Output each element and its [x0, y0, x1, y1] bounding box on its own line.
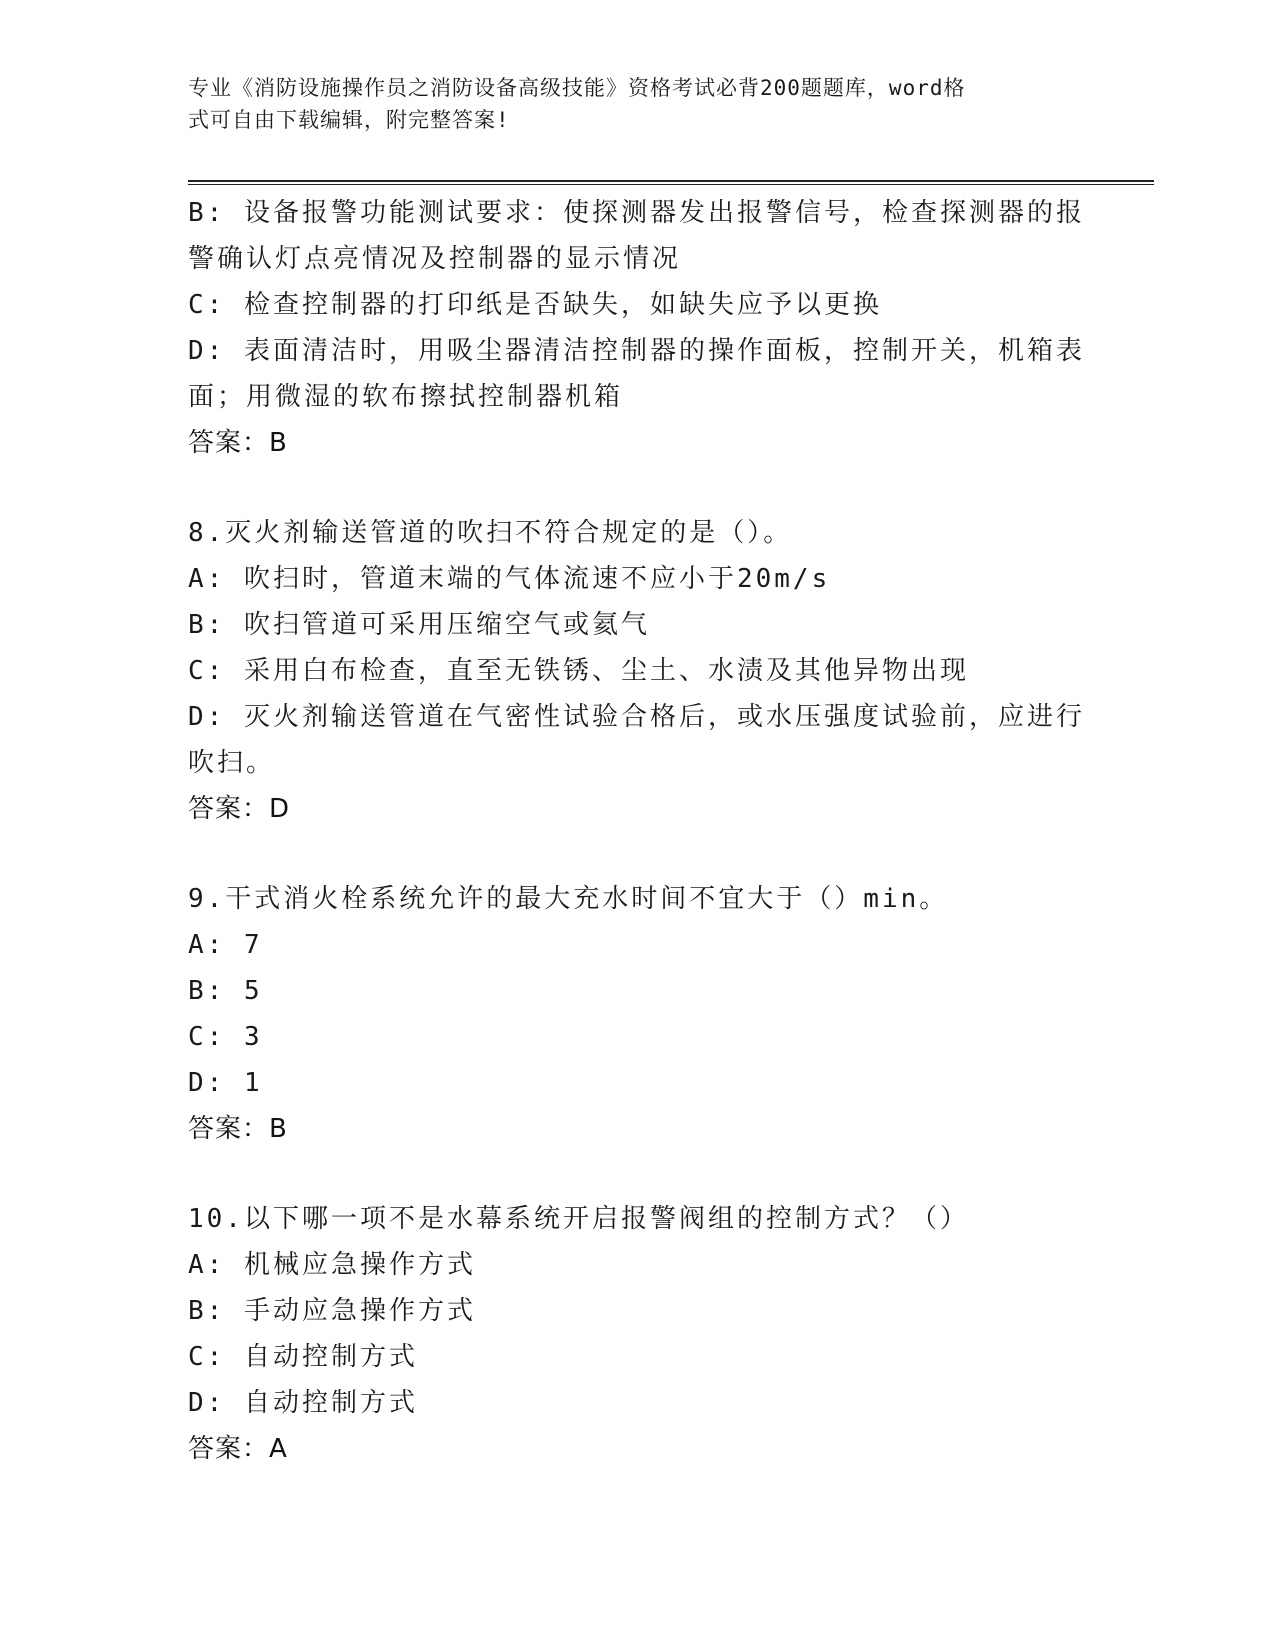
header-title-line-2: 式可自由下载编辑，附完整答案! [188, 108, 510, 132]
option-d-line-1: D: 灭火剂输送管道在气密性试验合格后，或水压强度试验前，应进行 [188, 702, 1085, 732]
document-header [188, 72, 1068, 136]
option-b-line-2: 警确认灯点亮情况及控制器的显示情况 [188, 244, 682, 274]
question-8 [188, 510, 1088, 832]
previous-question-continuation [188, 190, 1088, 466]
spacer [188, 832, 1088, 876]
option-d-line-1: D: 表面清洁时，用吸尘器清洁控制器的操作面板，控制开关，机箱表 [188, 336, 1085, 366]
header-title-line-1: 专业《消防设施操作员之消防设备高级技能》资格考试必背200题题库，word格 [188, 76, 966, 100]
answer-label: 答案：B [188, 1114, 288, 1144]
answer-label: 答案：D [188, 794, 291, 824]
option-c: C: 采用白布检查，直至无铁锈、尘土、水渍及其他异物出现 [188, 656, 969, 686]
question-stem: 10.以下哪一项不是水幕系统开启报警阀组的控制方式？（） [188, 1204, 969, 1234]
option-a: A: 机械应急操作方式 [188, 1250, 476, 1280]
option-d: D: 1 [188, 1068, 263, 1098]
option-b: B: 5 [188, 976, 263, 1006]
answer-label: 答案：B [188, 428, 288, 458]
option-b: B: 吹扫管道可采用压缩空气或氦气 [188, 610, 650, 640]
spacer [188, 466, 1088, 510]
option-d-line-2: 吹扫。 [188, 748, 276, 778]
option-d-line-2: 面；用微湿的软布擦拭控制器机箱 [188, 382, 624, 412]
spacer [188, 1152, 1088, 1196]
option-c: C: 自动控制方式 [188, 1342, 418, 1372]
option-a: A: 吹扫时，管道末端的气体流速不应小于20m/s [188, 564, 831, 594]
option-b-line-1: B: 设备报警功能测试要求：使探测器发出报警信号，检查探测器的报 [188, 198, 1085, 228]
question-10 [188, 1196, 1088, 1472]
question-stem: 8.灭火剂输送管道的吹扫不符合规定的是（）。 [188, 518, 793, 548]
option-c: C: 检查控制器的打印纸是否缺失，如缺失应予以更换 [188, 290, 882, 320]
option-d: D: 自动控制方式 [188, 1388, 418, 1418]
option-c: C: 3 [188, 1022, 263, 1052]
header-divider [188, 180, 1154, 185]
question-list [188, 190, 1088, 1472]
option-b: B: 手动应急操作方式 [188, 1296, 476, 1326]
question-9 [188, 876, 1088, 1152]
option-a: A: 7 [188, 930, 263, 960]
question-stem: 9.干式消火栓系统允许的最大充水时间不宜大于（）min。 [188, 884, 949, 914]
answer-label: 答案：A [188, 1434, 288, 1464]
